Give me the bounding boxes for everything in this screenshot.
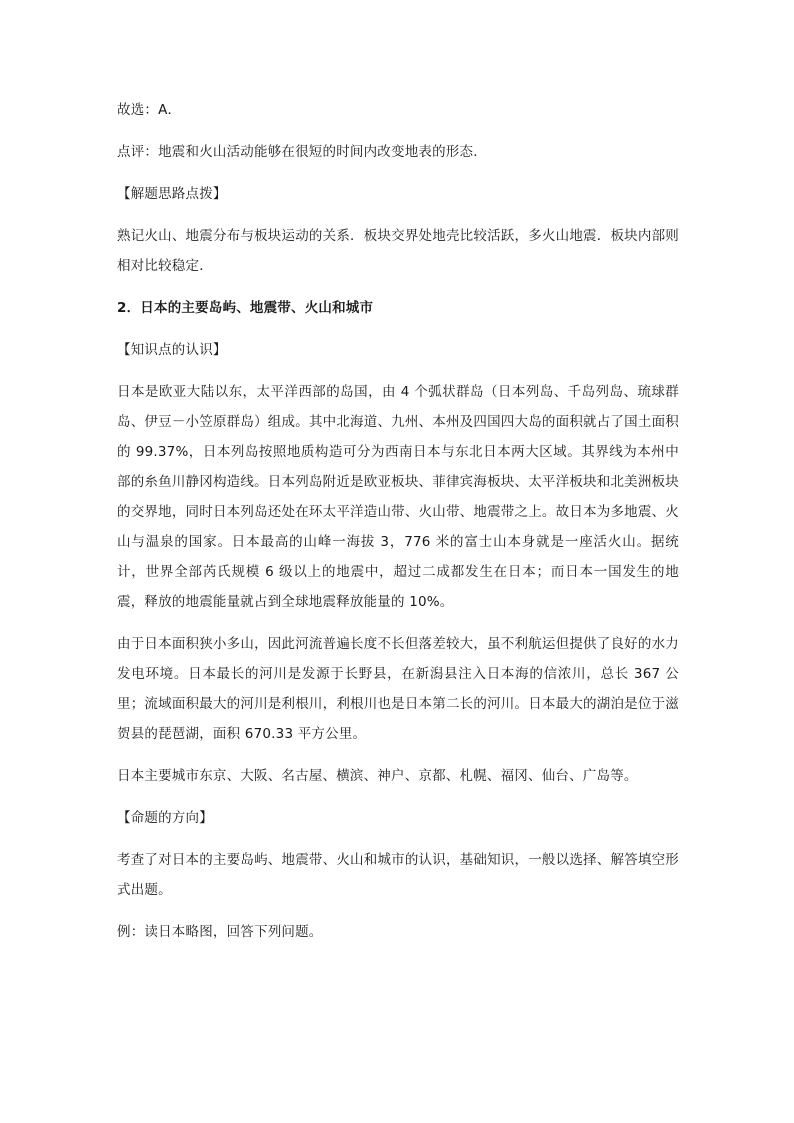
example-paragraph: 例：读日本略图，回答下列问题。 [117, 924, 323, 940]
document-page [117, 95, 679, 959]
section-heading-direction: 【命题的方向】 [117, 810, 213, 826]
knowledge-paragraph-geology: 日本是欧亚大陆以东，太平洋西部的岛国，由 4 个弧状群岛（日本列岛、千岛列岛、琉球群岛、伊豆－小笠原群岛）组成。其中北海道、九州、本州及四国四大岛的面积就占了国土面积的 99.37%，日本列岛按照地质构造可分为西南日本与东北日本两大区域。其界线为本州中部的糸鱼川静冈构造线。日本列岛附近是欧亚板块、菲律宾海板块、太平洋板块和北美洲板块的交界地，同时日本列岛还处在环太平洋造山带、火山带、地震带之上。故日本为多地震、火山与温泉的国家。日本最高的山峰一海拔 3，776 米的富士山本身就是一座活火山。据统计，世界全部芮氏规模 6 级以上的地震中，超过二成都发生在日本；而日本一国发生的地震，释放的地震能量就占到全球地震释放能量的 10%。 [117, 384, 679, 610]
knowledge-paragraph-cities: 日本主要城市东京、大阪、名古屋、横滨、神户、京都、札幌、福冈、仙台、广岛等。 [117, 768, 638, 784]
comment-paragraph: 点评：地震和火山活动能够在很短的时间内改变地表的形态． [117, 144, 487, 160]
knowledge-paragraph-rivers: 由于日本面积狭小多山，因此河流普遍长度不长但落差较大，虽不利航运但提供了良好的水力发电环境。日本最长的河川是发源于长野县，在新潟县注入日本海的信浓川，总长 367 公里；流域面积最大的河川是利根川，利根川也是日本第二长的河川。日本最大的湖泊是位于滋贺县的琵琶湖，面积 670.33 平方公里。 [117, 636, 679, 742]
answer-choice: 故选：A． [117, 102, 182, 118]
section-heading-knowledge: 【知识点的认识】 [117, 342, 227, 358]
direction-paragraph: 考查了对日本的主要岛屿、地震带、火山和城市的认识，基础知识，一般以选择、解答填空形式出题。 [117, 852, 679, 898]
section-heading-solution-tips: 【解题思路点拨】 [117, 186, 227, 202]
solution-tips-paragraph: 熟记火山、地震分布与板块运动的关系．板块交界处地壳比较活跃，多火山地震．板块内部则相对比较稳定． [117, 228, 679, 274]
topic-title: 2．日本的主要岛屿、地震带、火山和城市 [117, 300, 374, 316]
